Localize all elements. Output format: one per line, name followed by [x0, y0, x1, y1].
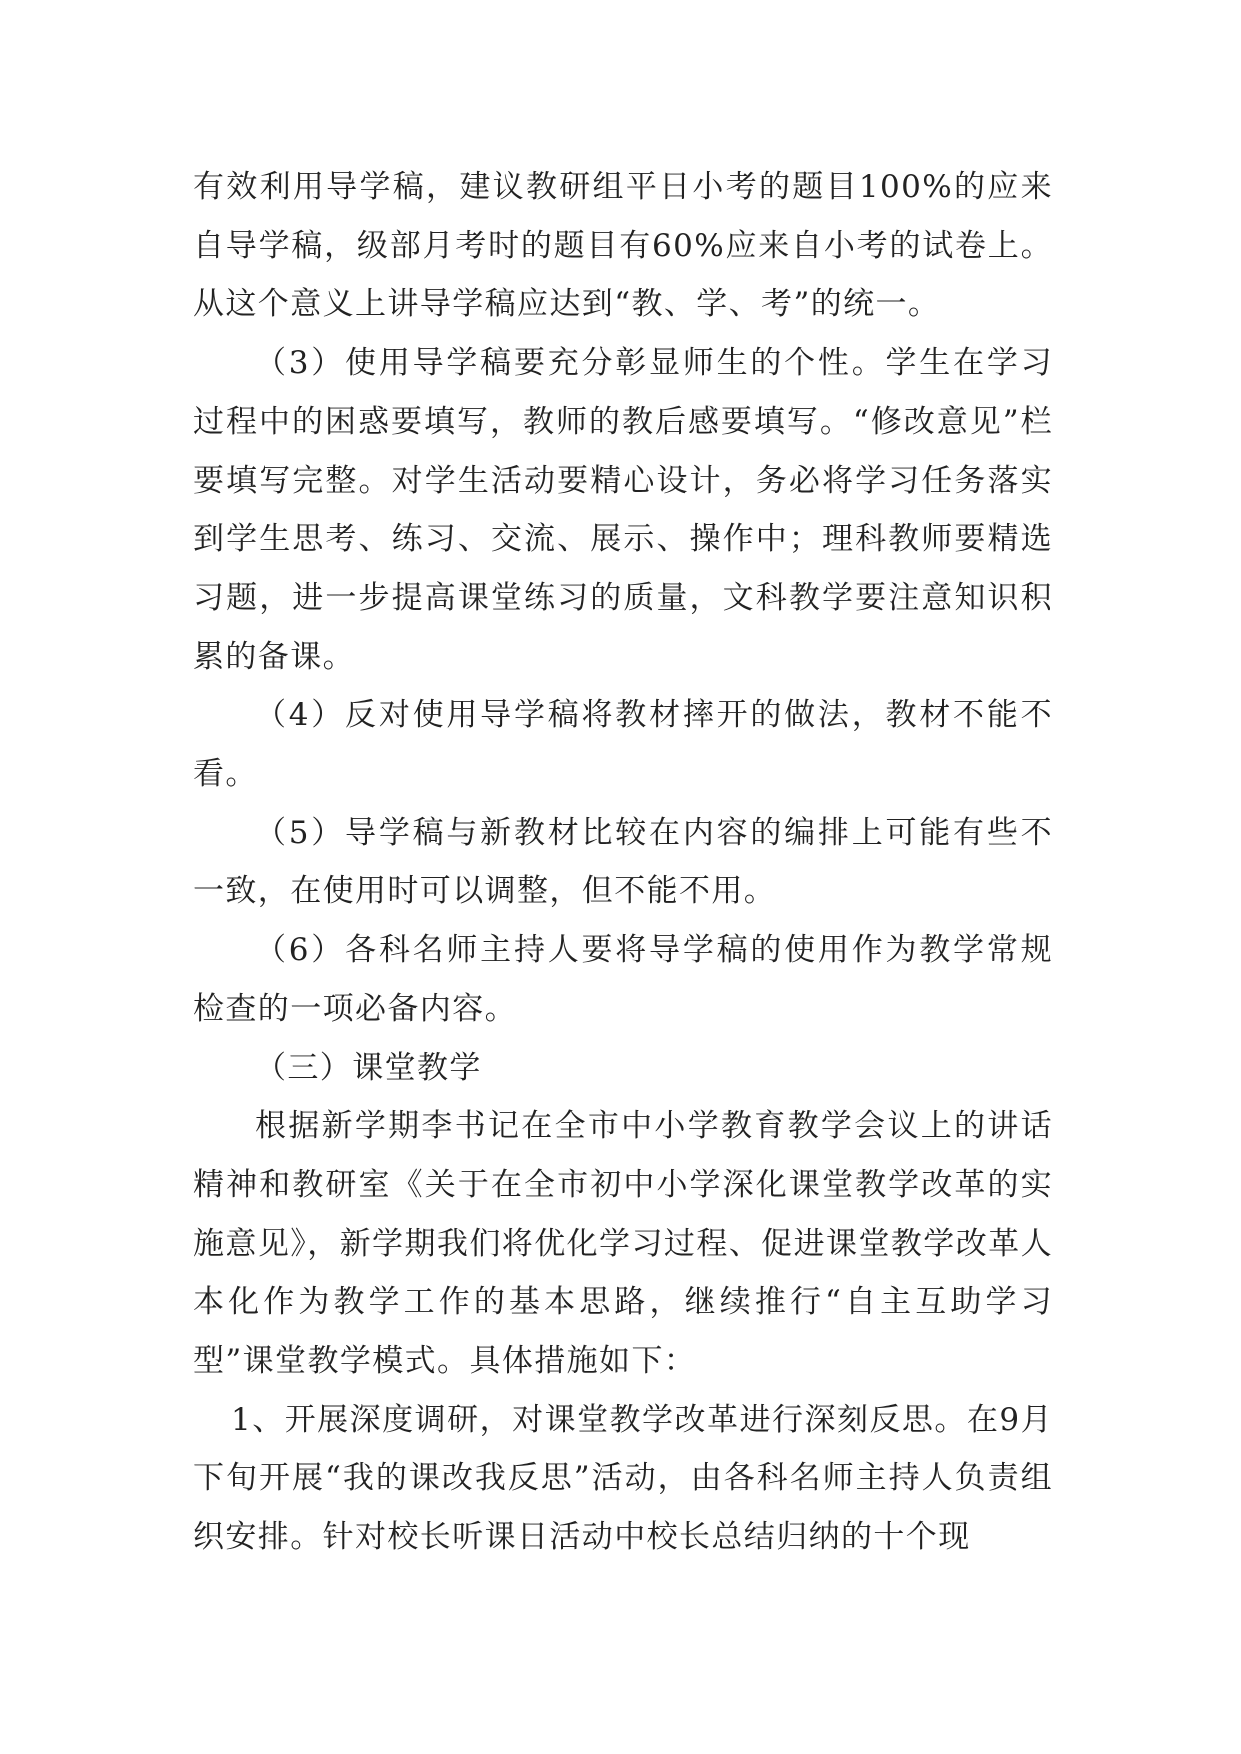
paragraph-item-6: （6）各科名师主持人要将导学稿的使用作为教学常规检查的一项必备内容。 [193, 932, 1053, 1027]
paragraph-item-4: （4）反对使用导学稿将教材摔开的做法，教材不能不看。 [193, 697, 1053, 793]
section-heading-classroom-teaching: （三）课堂教学 [255, 1049, 482, 1086]
document-body [193, 158, 1053, 1567]
paragraph-item-5: （5）导学稿与新教材比较在内容的编排上可能有些不一致，在使用时可以调整，但不能不用。 [193, 814, 1053, 910]
paragraph-classroom-intro: 根据新学期李书记在全市中小学教育教学会议上的讲话精神和教研室《关于在全市初中小学深化课堂教学改革的实施意见》，新学期我们将优化学习过程、促进课堂教学改革人本化作为教学工作的基本思路，继续推行“自主互助学习型”课堂教学模式。具体措施如下： [193, 1108, 1053, 1380]
paragraph-item-3: （3）使用导学稿要充分彰显师生的个性。学生在学习过程中的困惑要填写，教师的教后感要填写。“修改意见”栏要填写完整。对学生活动要精心设计，务必将学习任务落实到学生思考、练习、交流、展示、操作中；理科教师要精选习题，进一步提高课堂练习的质量，文科教学要注意知识积累的备课。 [193, 345, 1053, 675]
paragraph-measure-1: 1、开展深度调研，对课堂教学改革进行深刻反思。在9月下旬开展“我的课改我反思”活动，由各科名师主持人负责组织安排。针对校长听课日活动中校长总结归纳的十个现 [193, 1401, 1053, 1556]
paragraph-continuation: 有效利用导学稿，建议教研组平日小考的题目100%的应来自导学稿，级部月考时的题目有60%应来自小考的试卷上。从这个意义上讲导学稿应达到“教、学、考”的统一。 [193, 169, 1053, 323]
